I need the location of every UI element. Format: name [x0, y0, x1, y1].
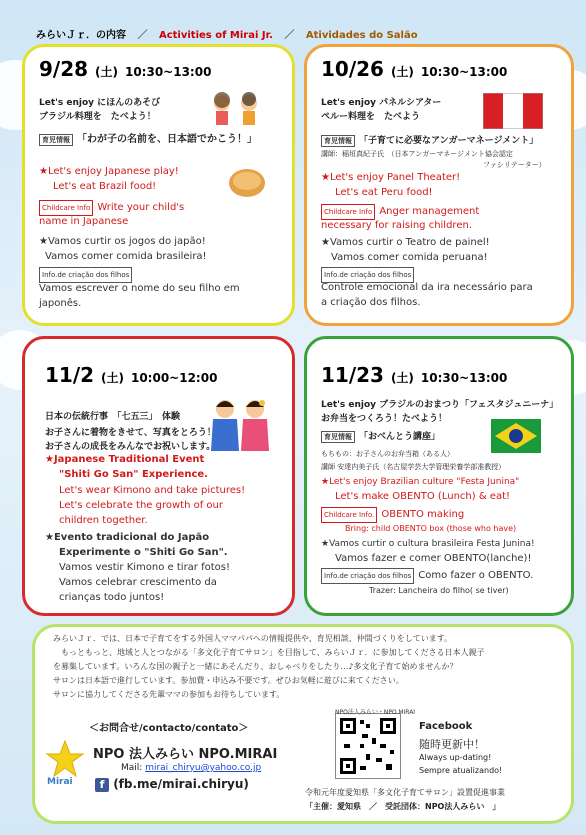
facebook-row	[95, 777, 249, 792]
activity-jp3: お子さんの成長をみんなでお祝いします。	[45, 442, 216, 452]
header-separator: ／	[137, 30, 148, 41]
activity-jp1: Let's enjoy パネルシアター	[321, 98, 442, 108]
facebook-link[interactable]: (fb.me/mirai.chiryu)	[113, 777, 249, 791]
mail-link[interactable]: mirai_chiryu@yahoo.co.jp	[145, 763, 262, 773]
event-panel-0928	[22, 44, 295, 326]
english-line-2: "Shiti Go San" Experience.	[59, 469, 208, 480]
activity-jp2: ペルー料理を たべよう	[321, 112, 421, 122]
bring-jp: もちもの：お子さんのお弁当箱（ある人）	[321, 450, 454, 458]
english-line-4: Let's celebrate the growth of our	[59, 500, 223, 511]
childcare-en-tag: Childcare Info	[321, 204, 375, 220]
facebook-en: Always up-dating!	[419, 753, 492, 762]
childcare-pt-2: japonês.	[39, 298, 82, 309]
activity-jp1: Let's enjoy ブラジルのおまつり「フェスタジュニーナ」	[321, 400, 559, 410]
portuguese-line-1: ★Vamos curtir o cultura brasileira Festa Junina!	[321, 539, 535, 549]
activity-jp1: 日本の伝統行事 「七五三」 体験	[45, 412, 181, 422]
portuguese-line-5: crianças todo juntos!	[59, 592, 165, 603]
childcare-tag: 育児情報	[39, 134, 73, 146]
childcare-en-tag: Childcare Info	[39, 200, 93, 216]
english-line-2: Let's make OBENTO (Lunch) & eat!	[335, 491, 511, 502]
event-date: 10/26 (土) 10:30~13:00	[321, 57, 508, 81]
facebook-title: Facebook	[419, 721, 473, 732]
childcare-pt-2: a criação dos filhos.	[321, 297, 421, 308]
english-line-2: Let's eat Peru food!	[335, 187, 433, 198]
childcare-en: Childcare Info Write your child's	[39, 200, 184, 216]
childcare-en: Childcare Info. OBENTO making	[321, 507, 464, 523]
childcare-en: Childcare Info Anger management	[321, 204, 479, 220]
qr-code[interactable]	[335, 713, 401, 779]
childcare-tag: 育児情報	[321, 431, 355, 443]
english-line-1: ★Let's enjoy Japanese play!	[39, 166, 179, 177]
activity-jp2: ブラジル料理を たべよう！	[39, 112, 156, 122]
header-separator: ／	[284, 30, 295, 41]
childcare-en-2: necessary for raising children.	[321, 220, 472, 231]
info-panel	[32, 624, 574, 824]
activity-jp2: お子さんに着物をきせて、写真をとろう！	[45, 428, 216, 438]
header-jp: みらいＪｒ．の内容	[36, 30, 126, 41]
childcare-pt: Controle emocional da ira necessário para	[321, 282, 533, 293]
info-paragraph-4: サロンは日本語で進行しています。参加費・申込み不要です。ぜひお気軽に遊びに来てください。	[53, 676, 404, 685]
event-date: 11/2 (土) 10:00~12:00	[45, 363, 218, 387]
portuguese-line-4: Vamos celebrar crescimento da	[59, 577, 217, 588]
portuguese-line-1: ★Evento tradicional do Japão	[45, 532, 210, 543]
mail-row: Mail: mirai_chiryu@yahoo.co.jp	[121, 763, 262, 773]
portuguese-line-1: ★Vamos curtir o Teatro de painel!	[321, 237, 490, 248]
facebook-pt: Sempre atualizando!	[419, 766, 503, 775]
english-line-1: ★Let's enjoy Brazilian culture "Festa Junina"	[321, 477, 520, 487]
header-en: Activities of Mirai Jr.	[158, 30, 273, 41]
kids-playing-illustration	[207, 91, 267, 131]
childcare-pt-tag: Info.de criação dos filhos	[39, 267, 136, 283]
info-paragraph-5: サロンに協力してくださる先輩ママの参加もお待ちしています。	[53, 690, 285, 699]
childcare-en-2: name in Japanese	[39, 216, 129, 227]
event-date: 9/28 (土) 10:30~13:00	[39, 57, 212, 81]
childcare-jp: 育児情報 「わが子の名前を、日本語でかこう！」	[39, 130, 257, 146]
sponsor-line-1: 令和元年度愛知県「多文化子育てサロン」設置促進事業	[305, 788, 505, 797]
english-line-3: Let's wear Kimono and take pictures!	[59, 485, 246, 496]
event-panel-1102	[22, 336, 295, 616]
facebook-jp: 随時更新中！	[419, 738, 485, 751]
childcare-tag: 育児情報	[321, 135, 355, 147]
page-header	[36, 26, 556, 46]
childcare-pt: Vamos escrever o nome do seu filho em	[39, 283, 240, 294]
bring-pt: Trazer: Lancheira do filho( se tiver)	[369, 586, 509, 595]
portuguese-line-2: Vamos comer comida peruana!	[331, 252, 488, 263]
brazil-flag-icon	[491, 419, 541, 453]
lecturer-info: 講師：稲垣真紀子氏 （日本アンガーマネージメント協会認定	[321, 150, 513, 158]
childcare-pt-tag: Info.de criação dos filhos	[321, 267, 418, 283]
childcare-en-tag: Childcare Info.	[321, 507, 377, 523]
facebook-icon: f	[95, 778, 109, 792]
event-date: 11/23 (土) 10:30~13:00	[321, 363, 508, 387]
event-panel-1123	[304, 336, 574, 616]
food-illustration	[225, 159, 269, 203]
bring-en: Bring: child OBENTO box (those who have)	[345, 524, 517, 533]
activity-jp1: Let's enjoy にほんのあそび	[39, 98, 161, 108]
english-line-1: ★Let's enjoy Panel Theater!	[321, 172, 461, 183]
portuguese-line-3: Vamos vestir Kimono e tirar fotos!	[59, 562, 230, 573]
activity-jp2: お弁当をつくろう！たべよう！	[321, 414, 448, 424]
portuguese-line-2: Vamos comer comida brasileira!	[45, 251, 207, 262]
childcare-jp: 育児情報 「おべんとう講座」	[321, 429, 440, 443]
portuguese-line-2: Vamos fazer e comer OBENTO(lanche)!	[335, 553, 532, 564]
info-paragraph-1: みらいＪｒ．では、日本で子育てをする外国人ママパパへの情報提供や、育児相談、仲間づくりをしています。	[53, 634, 453, 643]
childcare-jp: 育児情報 「子育てに必要なアンガーマネージメント」	[321, 133, 538, 147]
childcare-pt: Info.de criação dos filhos Como fazer o OBENTO.	[321, 568, 533, 584]
mirai-star-logo	[45, 739, 85, 779]
sponsor-line-2: 「主催：愛知県 ／ 受託団体：NPO法人みらい 」	[305, 802, 501, 811]
english-line-2: Let's eat Brazil food!	[53, 181, 157, 192]
lecturer-info: 講師 安達内美子氏（名古屋学芸大学管理栄養学部准教授）	[321, 463, 506, 471]
info-paragraph-2: もっともっと、地域と人とつながる「多文化子育てサロン」を目指して、みらいＪｒ．に参加してくださる日本人親子	[61, 648, 485, 657]
event-panel-1026	[304, 44, 574, 326]
contact-label: ＜お問合せ/contacto/contato＞	[89, 723, 249, 734]
portuguese-line-2: Experimente o "Shiti Go San".	[59, 547, 228, 558]
organization-name: NPO 法人みらい NPO.MIRAI	[93, 747, 278, 762]
header-pt: Atividades do Salão	[305, 30, 418, 41]
peru-flag-icon	[483, 93, 543, 129]
english-line-1: ★Japanese Traditional Event	[45, 454, 205, 465]
info-paragraph-3: を募集しています。いろんな国の親子と一緒にあそんだり、おしゃべりをしたり…♪多文化子育て始めませんか？	[53, 662, 458, 671]
lecturer-info-2: ファシリテーター）	[483, 161, 546, 169]
qr-label: NPO法人みらい・NPO.MIRAI	[335, 709, 416, 716]
logo-text: Mirai	[47, 777, 73, 787]
english-line-5: children together.	[59, 515, 148, 526]
portuguese-line-1: ★Vamos curtir os jogos do japão!	[39, 236, 206, 247]
